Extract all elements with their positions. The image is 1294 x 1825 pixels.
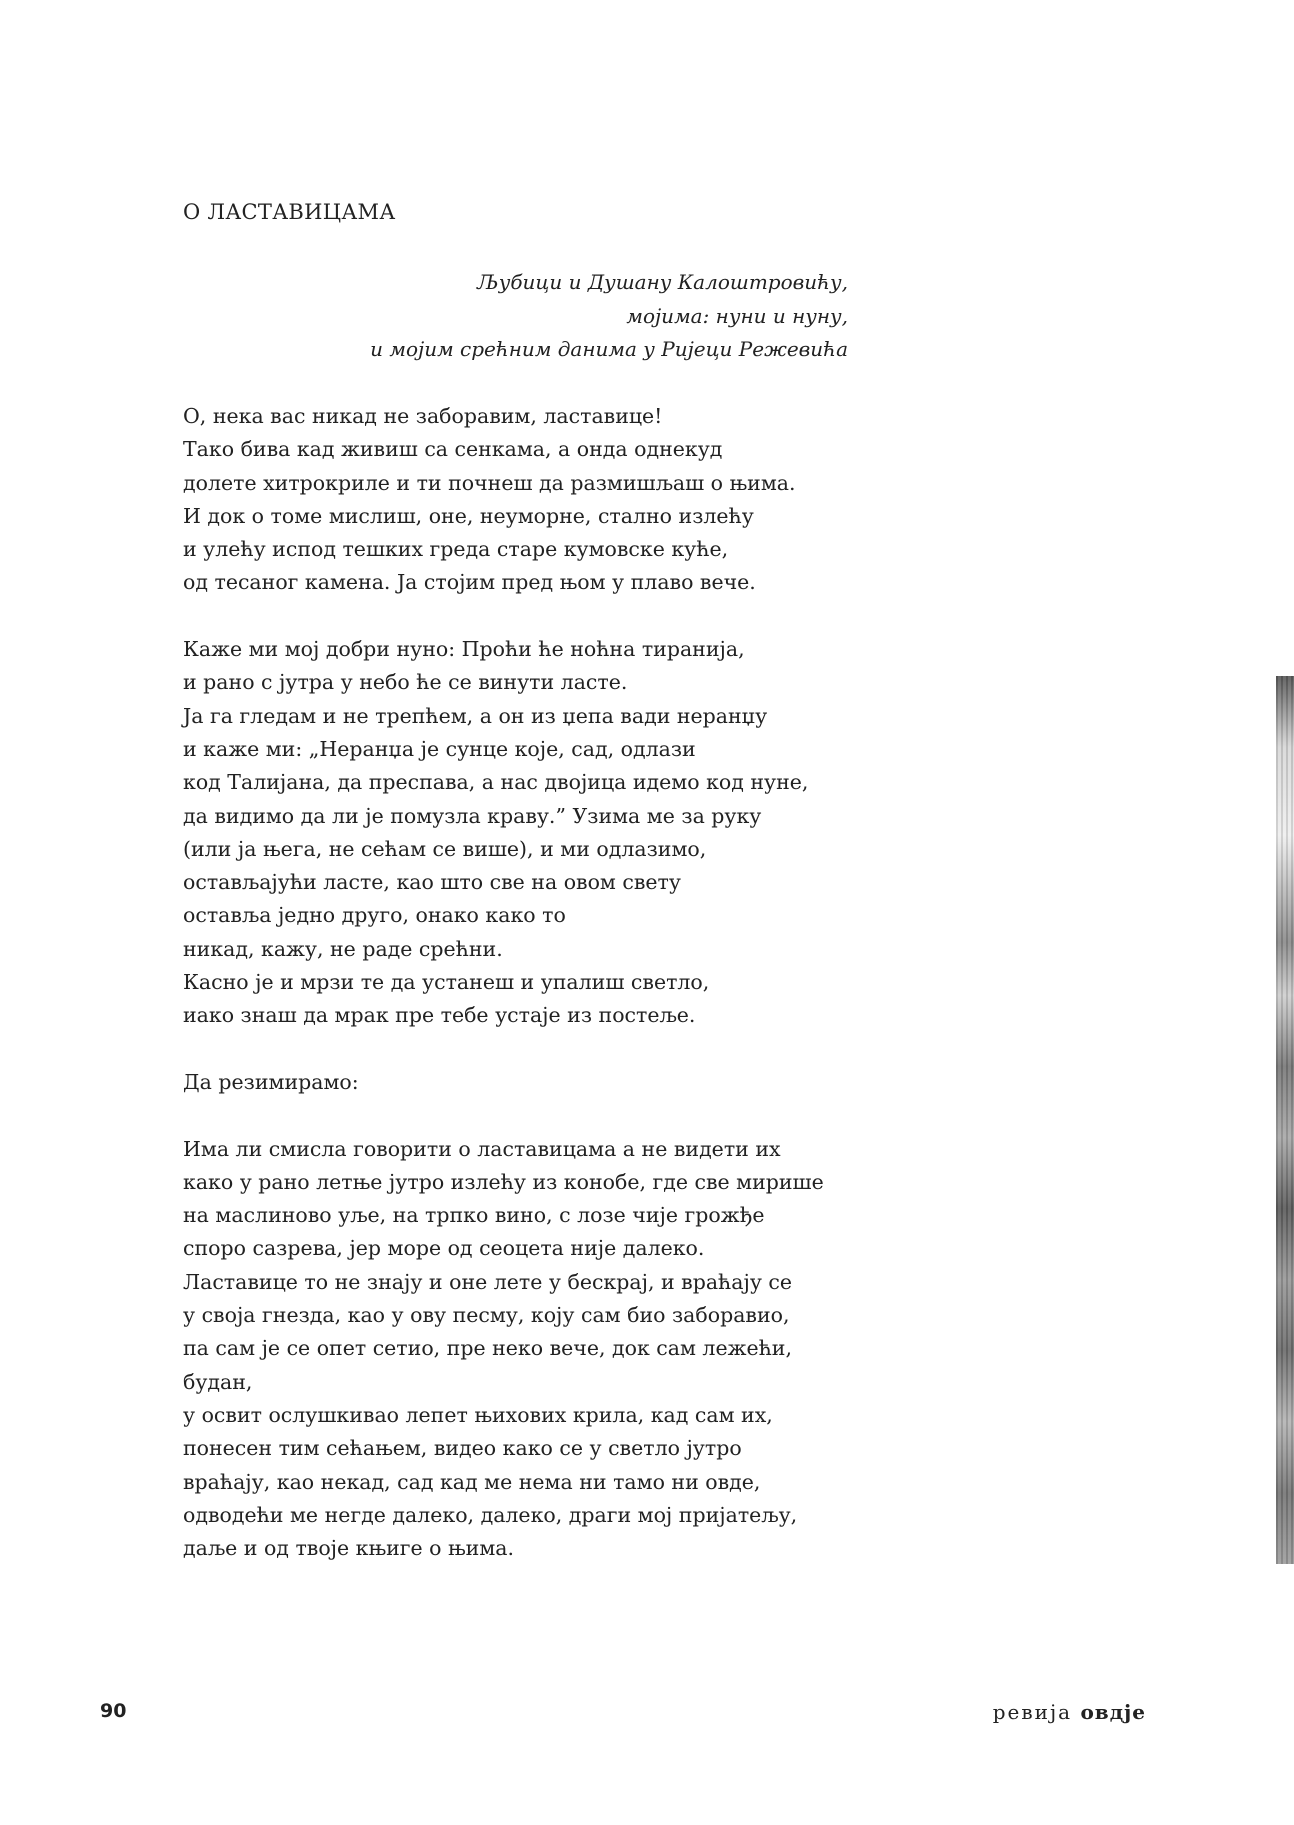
poem-line: И док о томе мислиш, оне, неуморне, стално излећу — [183, 503, 754, 528]
poem-line: (или ја њега, не сећам се више), и ми одлазимо, — [183, 836, 707, 861]
stanza — [183, 633, 883, 1033]
poem-line: иако знаш да мрак пре тебе устаје из постеље. — [183, 1003, 696, 1028]
page-number: 90 — [100, 1700, 127, 1722]
poem-line: остављајући ласте, као што све на овом свету — [183, 870, 681, 895]
poem-line: никад, кажу, не раде срећни. — [183, 936, 503, 961]
running-footer — [993, 1700, 1146, 1724]
poem-line: у своја гнезда, као у ову песму, коју сам био заборавио, — [183, 1303, 790, 1328]
poem-line: Ластавице то не знају и оне лете у бескрај, и враћају се — [183, 1269, 793, 1294]
poem-line: оставља једно друго, онако како то — [183, 903, 566, 928]
poem-line: у освит ослушкивао лепет њихових крила, кад сам их, — [183, 1402, 773, 1427]
poem-line: одводећи ме негде далеко, далеко, драги мој пријатељу, — [183, 1502, 798, 1527]
dedication-line: Љубици и Душану Калоштровићу, — [477, 270, 848, 294]
poem-line: понесен тим сећањем, видео како се у светло јутро — [183, 1436, 742, 1461]
dedication-line: и мојим срећним данима у Ријеци Режевића — [370, 337, 848, 361]
poem-body — [183, 400, 883, 1599]
poem-line: Има ли смисла говорити о ластавицама а не видети их — [183, 1136, 781, 1161]
stanza — [183, 1133, 883, 1566]
poem-line: и каже ми: „Неранџа је сунце које, сад, одлази — [183, 736, 696, 761]
stanza — [183, 400, 883, 600]
poem-line: О, нека вас никад не заборавим, ластавице! — [183, 404, 663, 428]
poem-line: па сам је се опет сетио, пре неко вече, док сам лежећи, — [183, 1336, 792, 1361]
poem-line: да видимо да ли је помузла краву.” Узима ме за руку — [183, 803, 762, 828]
poem-line: Ја га гледам и не трепћем, а он из џепа вади неранџу — [183, 703, 768, 728]
poem-line: Каже ми мој добри нуно: Проћи ће ноћна тиранија, — [183, 637, 745, 662]
poem-line: враћају, као некад, сад кад ме нема ни тамо ни овде, — [183, 1469, 761, 1494]
magazine-prefix: ревија — [992, 1700, 1073, 1724]
poem-line: Да резимирамо: — [183, 1069, 359, 1094]
poem-line: даље и од твоје књиге о њима. — [183, 1536, 515, 1561]
poem-line: код Талијана, да преспава, а нас двојица идемо код нуне, — [183, 770, 809, 795]
dedication — [300, 266, 848, 367]
poem-title: О ЛАСТАВИЦАМА — [183, 200, 396, 224]
poem-line: будан, — [183, 1369, 253, 1394]
poem-line: споро сазрева, јер море од сеоцета није далеко. — [183, 1236, 705, 1261]
poem-line: долете хитрокриле и ти почнеш да размишљаш о њима. — [183, 470, 796, 495]
poem-line: како у рано летње јутро излећу из конобе, где све мирише — [183, 1169, 824, 1194]
dedication-line: мојима: нуни и нуну, — [626, 303, 848, 328]
stanza — [183, 1066, 883, 1099]
poem-line: од тесаног камена. Ја стојим пред њом у плаво вече. — [183, 570, 756, 595]
edge-photo-strip — [1276, 676, 1294, 1564]
poem-line: Тако бива кад живиш са сенкама, а онда однекуд — [183, 437, 723, 462]
poem-line: на маслиново уље, на трпко вино, с лозе чије грожђе — [183, 1203, 765, 1228]
poem-line: Касно је и мрзи те да устанеш и упалиш светло, — [183, 970, 710, 995]
magazine-name: овдје — [1080, 1700, 1146, 1724]
poem-line: и рано с јутра у небо ће се винути ласте. — [183, 670, 628, 695]
poem-line: и улећу испод тешких греда старе кумовске куће, — [183, 537, 729, 562]
